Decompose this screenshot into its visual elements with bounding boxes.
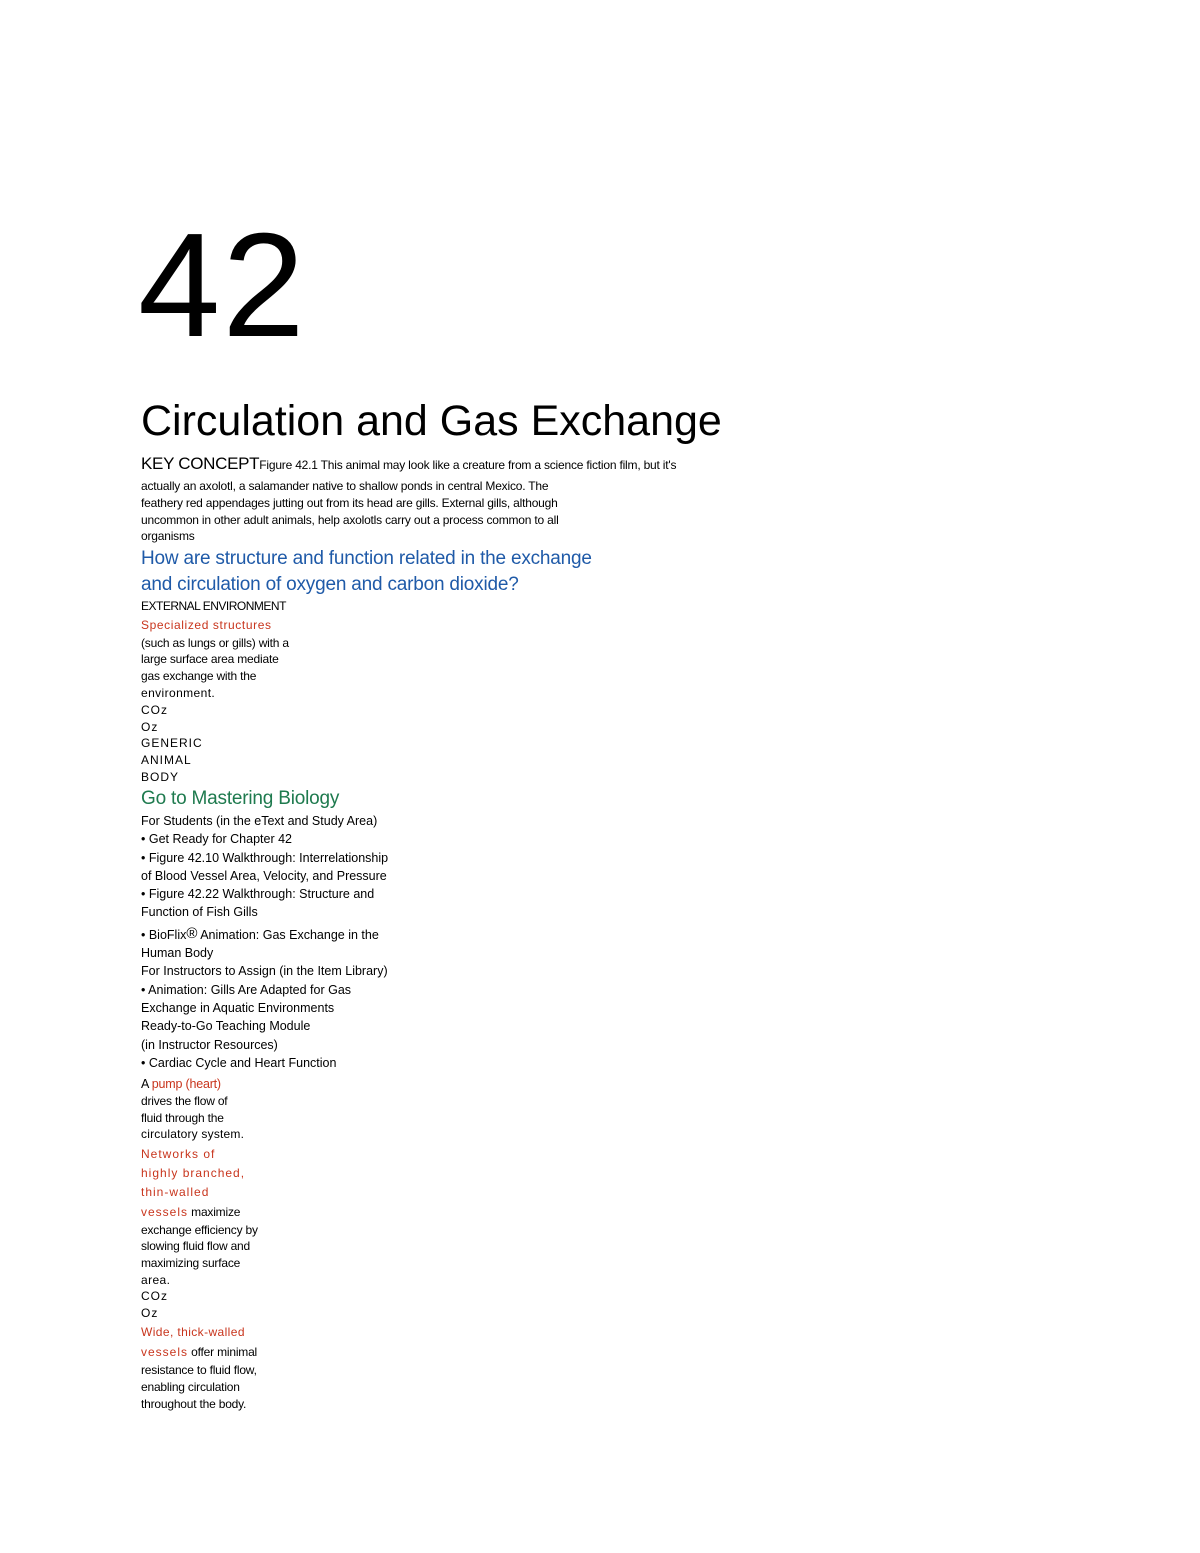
mastering-biology-list	[141, 812, 388, 1072]
wide-desc-line: enabling circulation	[141, 1379, 240, 1394]
specialized-structures-label: Specialized structures	[141, 617, 272, 632]
pump-prefix: A	[141, 1077, 152, 1091]
bioflix-prefix: • BioFlix	[141, 927, 187, 942]
o2-label: Oz	[141, 719, 159, 734]
diagram-labels	[141, 598, 289, 786]
external-environment-label: EXTERNAL ENVIRONMENT	[141, 599, 286, 613]
mastering-biology-heading: Go to Mastering Biology	[141, 788, 340, 809]
mastering-line: Function of Fish Gills	[141, 905, 258, 920]
mastering-line: Human Body	[141, 946, 214, 961]
o2-label: Oz	[141, 1305, 159, 1320]
question-line: and circulation of oxygen and carbon dioxide?	[141, 573, 519, 595]
figure-caption	[141, 478, 559, 545]
mastering-line: • Animation: Gills Are Adapted for Gas	[141, 982, 352, 997]
mastering-line: For Instructors to Assign (in the Item Library)	[141, 964, 388, 979]
caption-line: organisms	[141, 529, 195, 544]
chapter-title: Circulation and Gas Exchange	[141, 397, 722, 445]
mastering-line: Ready-to-Go Teaching Module	[141, 1019, 311, 1034]
chapter-number: 42	[138, 203, 307, 368]
mastering-line: • Figure 42.10 Walkthrough: Interrelationship	[141, 850, 389, 865]
networks-rest: maximize	[188, 1204, 241, 1219]
networks-highlight-line: Networks of	[141, 1146, 216, 1161]
co2-label: COz	[141, 1289, 168, 1304]
generic-body-label: GENERIC	[141, 736, 203, 751]
wide-highlight-line: Wide, thick-walled	[141, 1325, 245, 1340]
mastering-line: of Blood Vessel Area, Velocity, and Pressure	[141, 868, 387, 883]
key-concept-label: KEY CONCEPT	[141, 454, 260, 473]
specialized-desc-line: gas exchange with the	[141, 669, 257, 684]
wide-vessels-highlight: vessels	[141, 1345, 189, 1360]
mastering-line: • Get Ready for Chapter 42	[141, 832, 292, 847]
mastering-line: • Figure 42.22 Walkthrough: Structure and	[141, 887, 375, 902]
mastering-line: Exchange in Aquatic Environments	[141, 1000, 335, 1015]
key-concept-question	[141, 546, 592, 597]
networks-desc-line: maximizing surface	[141, 1255, 241, 1270]
networks-highlight-line: highly branched,	[141, 1165, 246, 1180]
caption-line: uncommon in other adult animals, help axolotls carry out a process common to all	[141, 512, 559, 527]
co2-label: COz	[141, 702, 168, 717]
wide-vessels-line	[141, 1342, 258, 1362]
circulation-labels	[141, 1075, 258, 1412]
mastering-line: (in Instructor Resources)	[141, 1037, 278, 1052]
pump-line	[141, 1075, 258, 1093]
pump-desc-line: drives the flow of	[141, 1094, 228, 1108]
pump-highlight: pump (heart)	[151, 1077, 221, 1091]
specialized-desc-line: environment.	[141, 685, 216, 700]
specialized-desc-line: (such as lungs or gills) with a	[141, 635, 289, 650]
generic-body-label: ANIMAL	[141, 753, 192, 768]
mastering-line: For Students (in the eText and Study Area)	[141, 814, 378, 828]
networks-desc-line: area.	[141, 1272, 171, 1287]
caption-line: actually an axolotl, a salamander native to shallow ponds in central Mexico. The	[141, 479, 549, 493]
networks-vessels-line	[141, 1202, 258, 1222]
question-line: How are structure and function related in the exchange	[141, 548, 592, 569]
specialized-desc-line: large surface area mediate	[141, 652, 279, 667]
networks-vessels-highlight: vessels	[141, 1204, 189, 1219]
networks-desc-line: exchange efficiency by	[141, 1222, 258, 1237]
networks-highlight-line: thin-walled	[141, 1184, 210, 1199]
wide-desc-line: resistance to fluid flow,	[141, 1363, 257, 1378]
mastering-line-bioflix	[141, 925, 388, 944]
key-concept-line	[141, 456, 676, 473]
pump-desc-line: circulatory system.	[141, 1127, 245, 1142]
caption-line: feathery red appendages jutting out from its head are gills. External gills, although	[141, 495, 558, 510]
registered-mark: ®	[186, 924, 198, 942]
generic-body-label: BODY	[141, 769, 180, 784]
figure-caption-first-line: Figure 42.1 This animal may look like a creature from a science fiction film, but it's	[259, 458, 677, 472]
wide-rest: offer minimal	[188, 1345, 258, 1360]
pump-desc-line: fluid through the	[141, 1110, 224, 1125]
wide-desc-line: throughout the body.	[141, 1396, 247, 1411]
mastering-line: • Cardiac Cycle and Heart Function	[141, 1055, 337, 1070]
networks-desc-line: slowing fluid flow and	[141, 1239, 250, 1254]
bioflix-suffix: Animation: Gas Exchange in the	[197, 927, 379, 942]
